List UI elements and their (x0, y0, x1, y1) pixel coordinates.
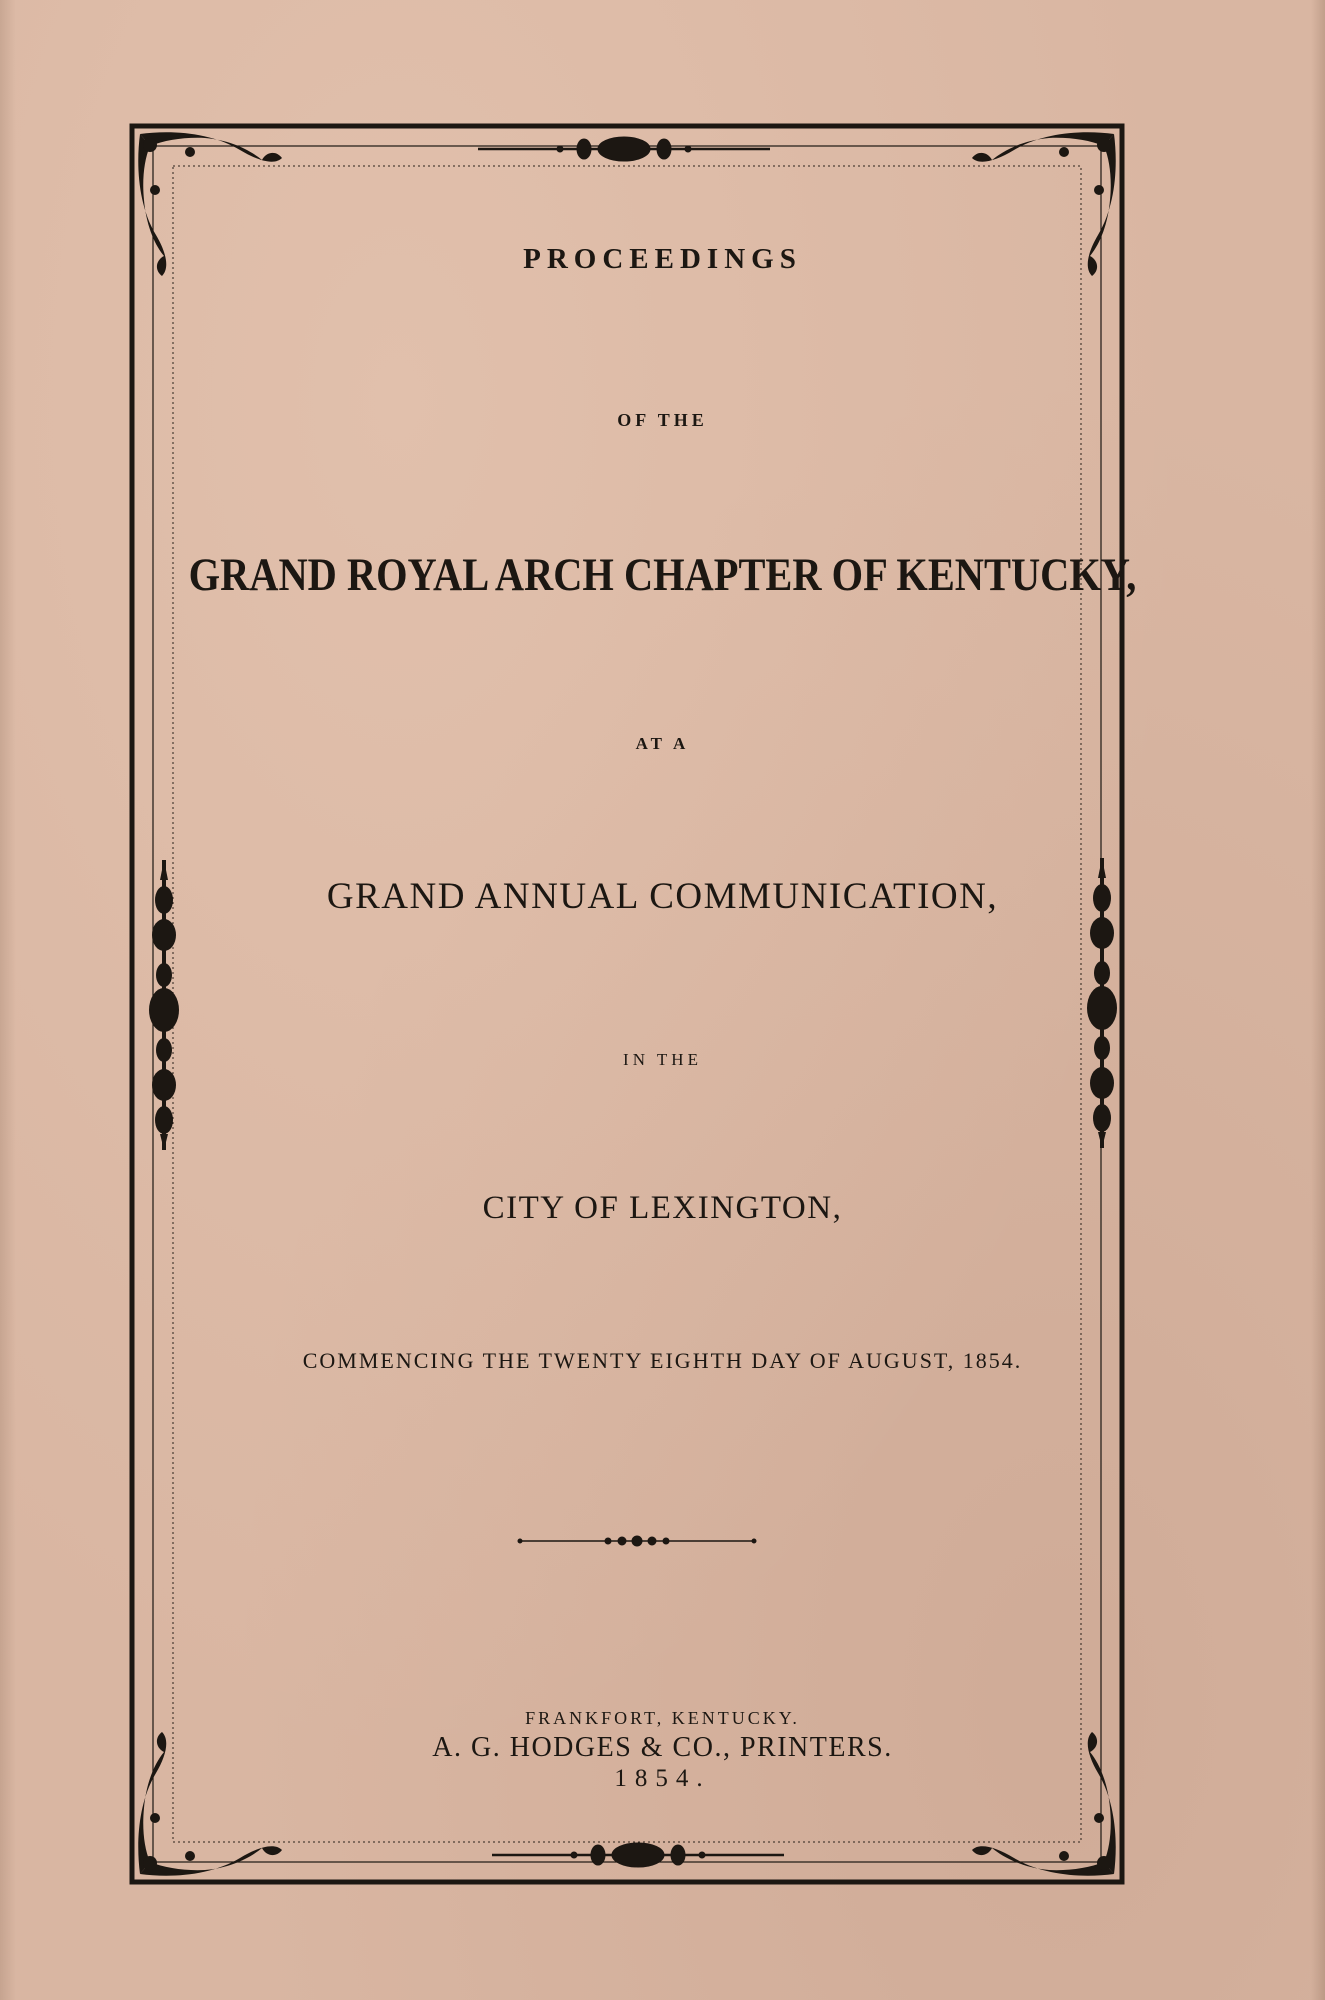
city-name: CITY OF LEXINGTON, (482, 1190, 843, 1226)
heading-proceedings: PROCEEDINGS (523, 243, 802, 275)
middle-border-line (153, 146, 1101, 1862)
connector-at-a: AT A (635, 734, 690, 753)
connector-in-the: IN THE (623, 1050, 702, 1069)
imprint-place: FRANKFORT, KENTUCKY. (525, 1708, 800, 1728)
beaded-rule-divider-icon (518, 1536, 756, 1546)
imprint-year: 1854. (614, 1765, 711, 1792)
outer-border-line (132, 126, 1122, 1882)
communication-title: GRAND ANNUAL COMMUNICATION, (326, 876, 999, 917)
bottom-center-flourish-icon (492, 1843, 784, 1867)
commencing-date-line: COMMENCING THE TWENTY EIGHTH DAY OF AUGUST, 1854. (302, 1348, 1023, 1373)
imprint-printer: A. G. HODGES & CO., PRINTERS. (432, 1732, 893, 1763)
connector-of-the: OF THE (617, 410, 708, 430)
top-center-flourish-icon (478, 137, 770, 161)
main-title: GRAND ROYAL ARCH CHAPTER OF KENTUCKY, (188, 549, 1137, 601)
